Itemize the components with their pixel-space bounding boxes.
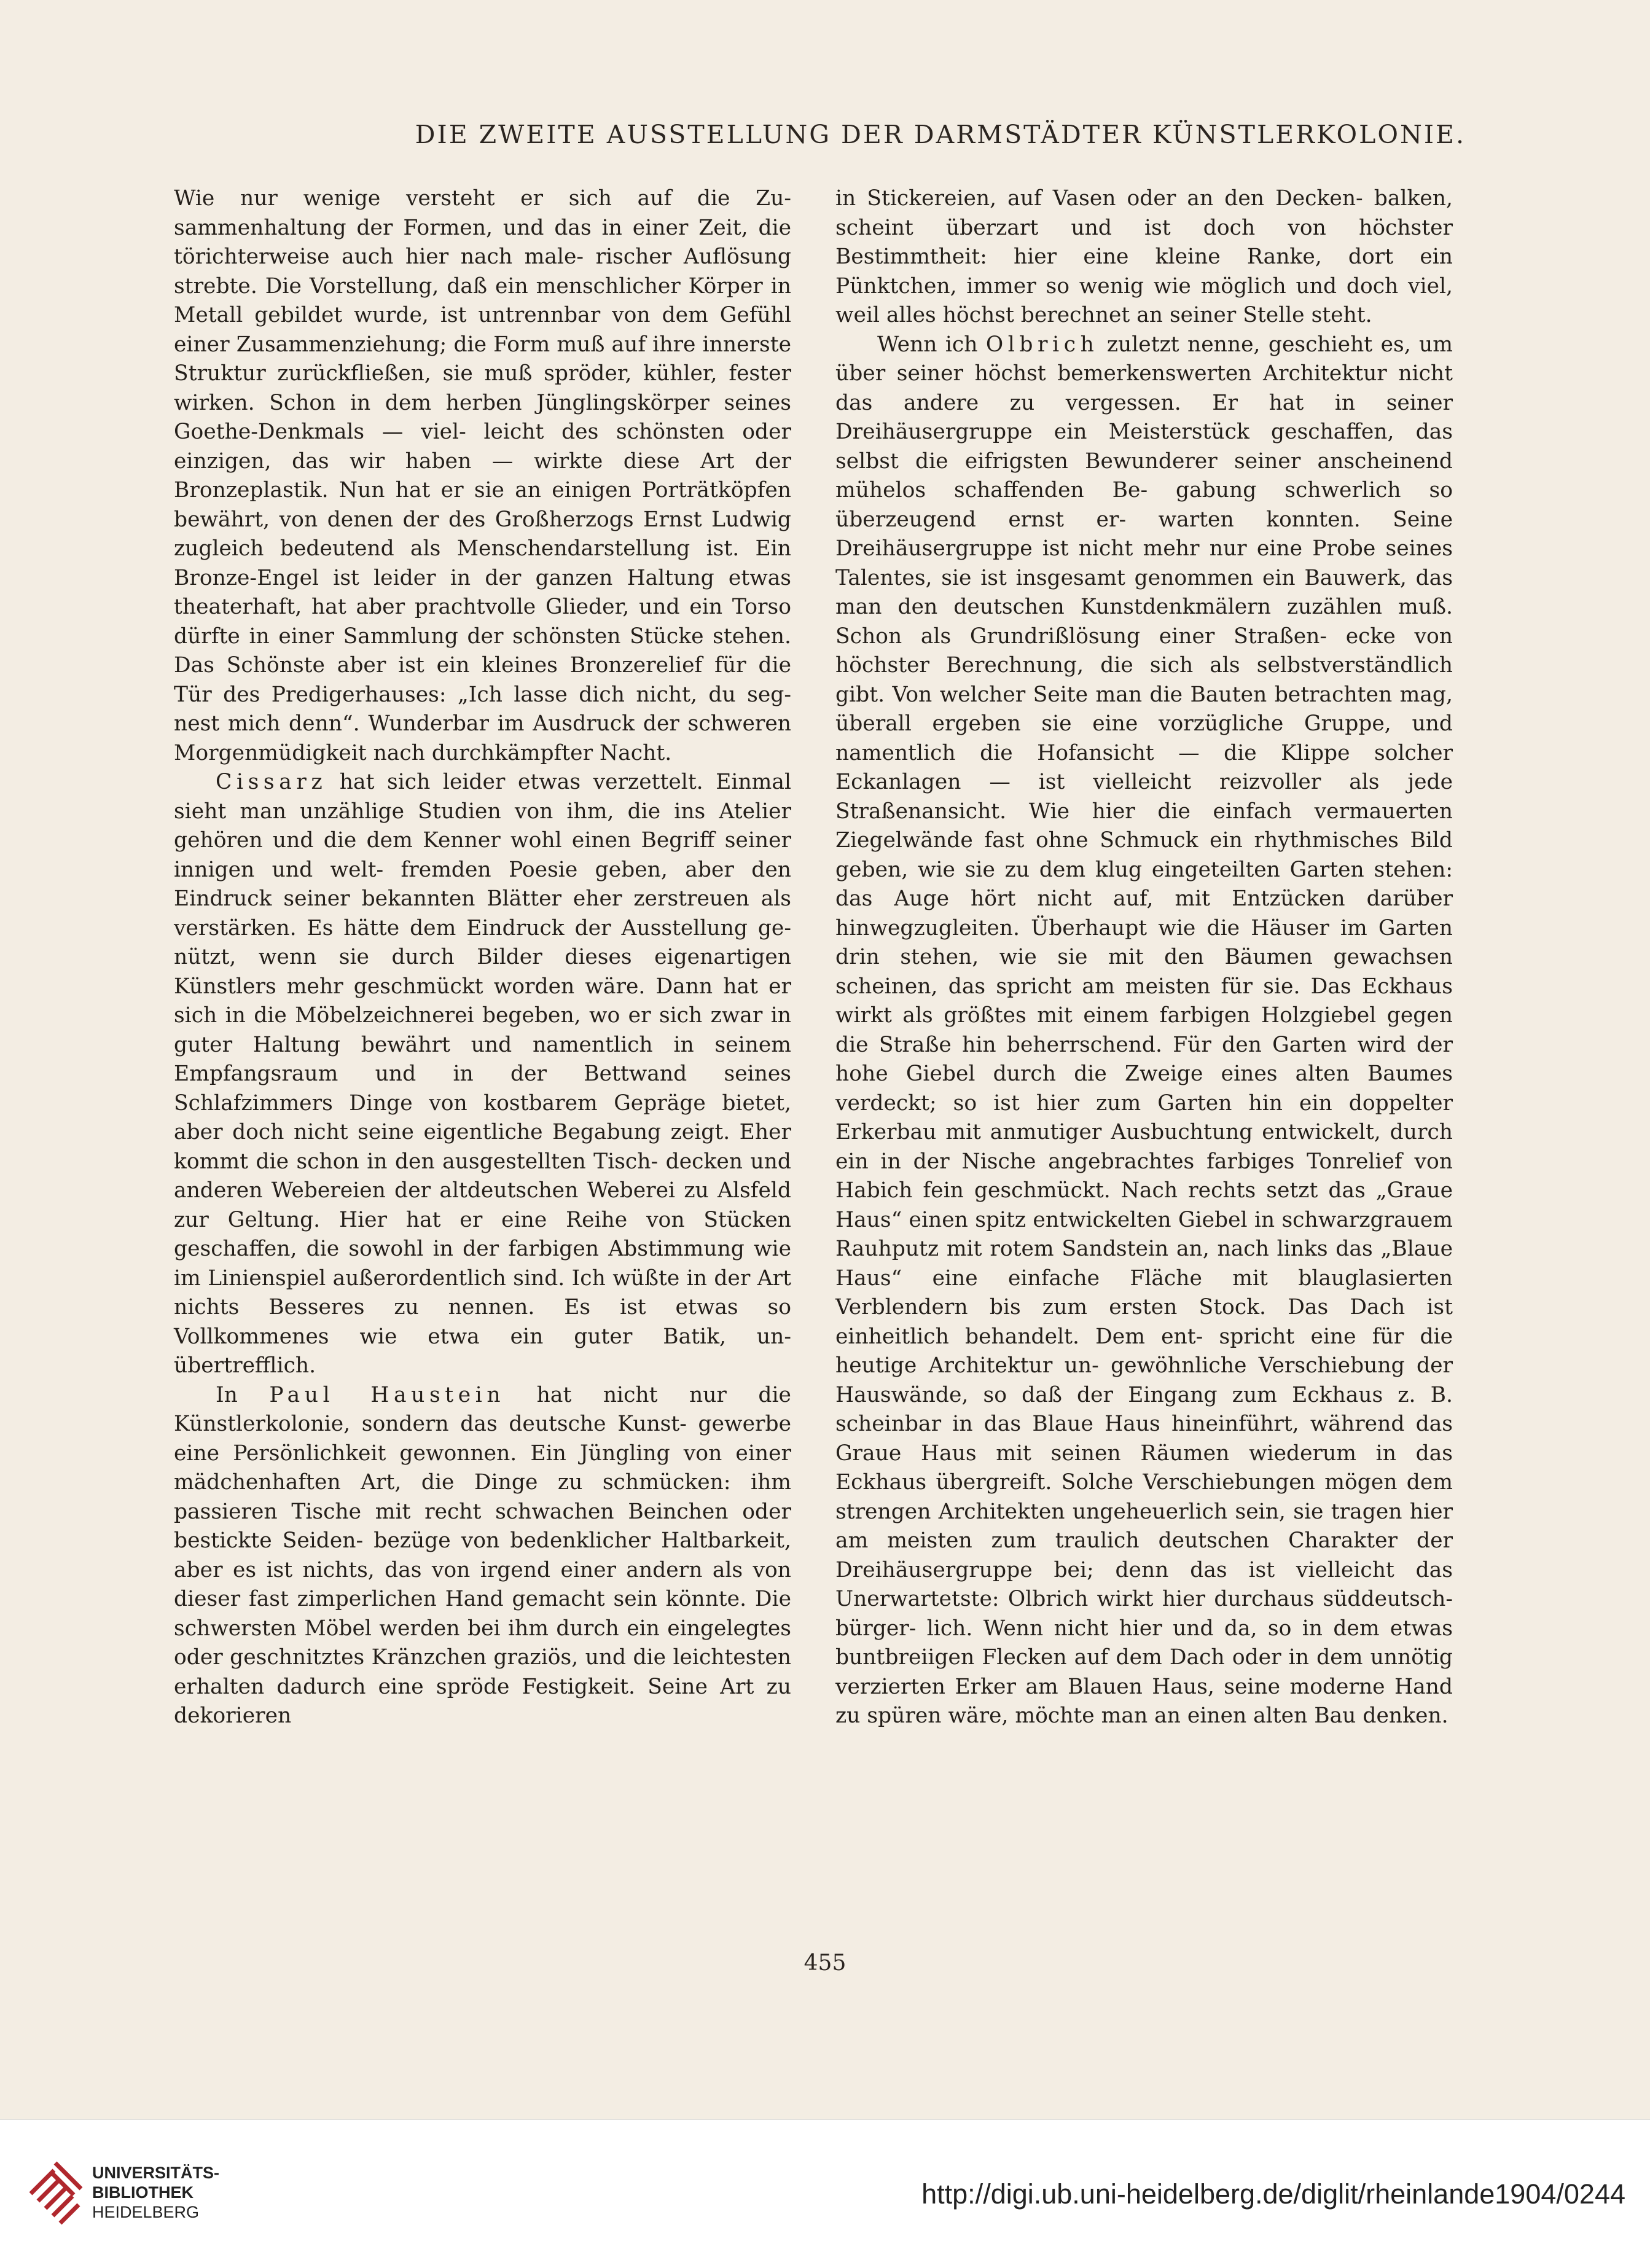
paragraph-2-text: hat sich leider etwas verzettelt. Einmal sieht man unzählige Studien von ihm, die ins Atelier gehören und die dem Kenner wohl einen Begriff seiner innigen und welt- fremden Poesie geben, aber den Eindruck seiner bekannten Blätter eher zerstreuen als verstärken. Es hätte dem Eindruck der Ausstellung ge- nützt, wenn sie durch Bilder dieses eigenartigen Künstlers mehr geschmückt worden wäre. Dann hat er sich in die Möbelzeichnerei begeben, wo er sich zwar in guter Haltung bewährt und namentlich in seinem Empfangsraum und in der Bettwand seines Schlafzimmers Dinge von kostbarem Gepräge bietet, aber doch nicht seine eigentliche Begabung zeigt. Eher kommt die schon in den ausgestellten Tisch- decken und anderen Webereien der altdeutschen Weberei zu Alsfeld zur Geltung. Hier hat er eine Reihe von Stücken geschaffen, die sowohl in der farbigen Abstimmung wie im Linienspiel außerordentlich sind. Ich wüßte in der Art nichts Besseres zu nennen. Es ist etwas so Vollkommenes wie etwa ein guter Batik, un- übertrefflich.	[174, 770, 791, 1378]
footer-bar	[0, 2119, 1650, 2268]
library-logo-icon	[25, 2158, 86, 2226]
source-url-link[interactable]: http://digi.ub.uni-heidelberg.de/diglit/rheinlande1904/0244	[921, 2178, 1625, 2210]
right-column	[835, 184, 1453, 1731]
paragraph-5	[835, 330, 1453, 1731]
page-number: 455	[803, 1950, 847, 1976]
running-header: DIE ZWEITE AUSSTELLUNG DER DARMSTÄDTER KÜNSTLERKOLONIE.	[415, 120, 1466, 149]
library-name	[92, 2163, 219, 2222]
artist-name-cissarz: Cissarz	[216, 770, 327, 794]
paragraph-3-text: hat nicht nur die Künstlerkolonie, sondern das deutsche Kunst- gewerbe eine Persönlichkeit gewonnen. Ein Jüngling von einer mädchenhaften Art, die Dinge zu schmücken: ihm passieren Tische mit recht schwachen Beinchen oder bestickte Seiden- bezüge von bedenklicher Haltbarkeit, aber es ist nichts, das von irgend einer andern als von dieser fast zimperlichen Hand gemacht sein könnte. Die schwersten Möbel werden bei ihm durch ein eingelegtes oder geschnitztes Kränzchen graziös, und die leichtesten erhalten dadurch eine spröde Festigkeit. Seine Art zu dekorieren	[174, 1382, 791, 1728]
library-line-3: HEIDELBERG	[92, 2203, 200, 2221]
paragraph-3	[174, 1381, 791, 1731]
paragraph-5-text: zuletzt nenne, geschieht es, um über seiner höchst bemerkenswerten Architektur nicht das andere zu vergessen. Er hat in seiner Dreihäusergruppe ein Meisterstück geschaffen, das selbst die eifrigsten Bewunderer seiner anscheinend mühelos schaffenden Be- gabung schwerlich so überzeugend ernst er- warten konnten. Seine Dreihäusergruppe ist nicht mehr nur eine Probe seines Talentes, sie ist insgesamt genommen ein Bauwerk, das man den deutschen Kunstdenkmälern zuzählen muß. Schon als Grundrißlösung einer Straßen- ecke von höchster Berechnung, die sich als selbstverständlich gibt. Von welcher Seite man die Bauten betrachten mag, überall ergeben sie eine vorzügliche Gruppe, und namentlich die Hofansicht — die Klippe solcher Eckanlagen — ist vielleicht reizvoller als jede Straßenansicht. Wie hier die einfach vermauerten Ziegelwände fast ohne Schmuck ein rhythmisches Bild geben, wie sie zu dem klug eingeteilten Garten stehen: das Auge hört nicht auf, mit Entzücken darüber hinwegzugleiten. Überhaupt wie die Häuser im Garten drin stehen, wie sie mit den Bäumen gewachsen scheinen, das spricht am meisten für sie. Das Eckhaus wirkt als größtes mit einem farbigen Holzgiebel gegen die Straße hin beherrschend. Für den Garten wird der hohe Giebel durch die Zweige eines alten Baumes verdeckt; so ist hier zum Garten hin ein doppelter Erkerbau mit anmutiger Ausbuchtung entwickelt, durch ein in der Nische angebrachtes farbiges Tonrelief von Habich fein geschmückt. Nach rechts setzt das „Graue Haus“ einen spitz entwickelten Giebel in schwarzgrauem Rauhputz mit rotem Sandstein an, nach links das „Blaue Haus“ eine einfache Fläche mit blauglasierten Verblendern bis zum ersten Stock. Das Dach ist einheitlich behandelt. Dem ent- spricht eine für die heutige Architektur un- gewöhnliche Verschiebung der Hauswände, so daß der Eingang zum Eckhaus z. B. scheinbar in das Blaue Haus hineinführt, während das Graue Haus mit seinen Räumen wiederum in das Eckhaus übergreift. Solche Verschiebungen mögen dem strengen Architekten ungeheuerlich sein, sie tragen hier am meisten zum traulich deutschen Charakter der Dreihäusergruppe bei; denn das ist vielleicht das Unerwartetste: Olbrich wirkt hier durchaus süddeutsch-bürger- lich. Wenn nicht hier und da, so in dem etwas buntbreiigen Flecken auf dem Dach oder in dem unnötig verzierten Erker am Blauen Haus, seine moderne Hand zu spüren wäre, möchte man an einen alten Bau denken.	[835, 332, 1453, 1728]
artist-name-olbrich: Olbrich	[985, 332, 1099, 357]
library-line-1: UNIVERSITÄTS-	[92, 2164, 220, 2182]
paragraph-5-prefix: Wenn ich	[877, 332, 986, 357]
paragraph-2	[174, 768, 791, 1381]
paragraph-4: in Stickereien, auf Vasen oder an den Decken- balken, scheint überzart und ist doch von höchster Bestimmtheit: hier eine kleine Ranke, dort ein Pünktchen, immer so wenig wie möglich und doch viel, weil alles höchst berechnet an seiner Stelle steht.	[835, 186, 1453, 327]
library-line-2: BIBLIOTHEK	[92, 2183, 194, 2202]
paragraph-3-prefix: In	[216, 1382, 270, 1407]
artist-name-haustein: Paul Haustein	[269, 1382, 506, 1407]
paragraph-1: Wie nur wenige versteht er sich auf die Zu- sammenhaltung der Formen, und das in einer Zeit, die törichterweise auch hier nach male- rischer Auflösung strebte. Die Vorstellung, daß ein menschlicher Körper in Metall gebildet wurde, ist untrennbar von dem Gefühl einer Zusammenziehung; die Form muß auf ihre innerste Struktur zurückfließen, sie muß spröder, kühler, fester wirken. Schon in dem herben Jünglingskörper seines Goethe-Denkmals — viel- leicht des schönsten oder einzigen, das wir haben — wirkte diese Art der Bronzeplastik. Nun hat er sie an einigen Porträtköpfen bewährt, von denen der des Großherzogs Ernst Ludwig zugleich bedeutend als Menschendarstellung ist. Ein Bronze-Engel ist leider in der ganzen Haltung etwas theaterhaft, hat aber prachtvolle Glieder, und ein Torso dürfte in einer Sammlung der schönsten Stücke stehen. Das Schönste aber ist ein kleines Bronzerelief für die Tür des Predigerhauses: „Ich lasse dich nicht, du seg- nest mich denn“. Wunderbar im Ausdruck der schweren Morgenmüdigkeit nach durchkämpfter Nacht.	[174, 186, 791, 765]
left-column	[174, 184, 791, 1731]
